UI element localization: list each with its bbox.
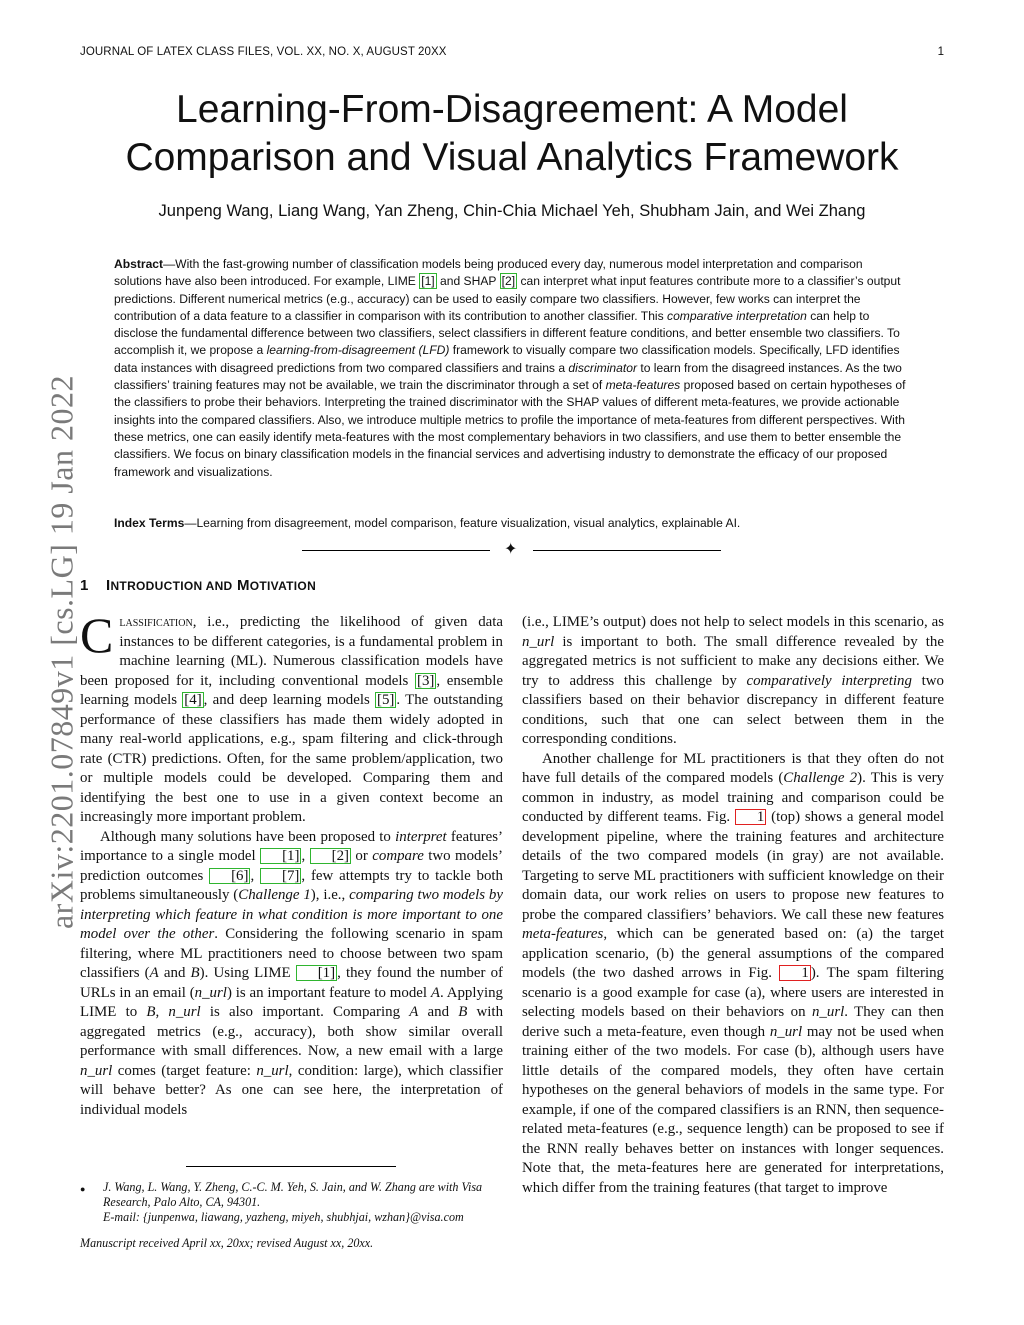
- body-text: , they found the number of URLs in an email (: [80, 965, 503, 1001]
- figure-link[interactable]: 1: [779, 965, 810, 981]
- feature-name: n_url: [811, 1004, 845, 1020]
- feature-name: n_url: [256, 1062, 289, 1079]
- citation-link[interactable]: [5]: [377, 692, 395, 708]
- feature-name: n_url: [168, 1004, 201, 1020]
- body-text: is also important. Comparing: [200, 1004, 410, 1020]
- body-text: ). The spam filtering scenario is a good example for case (a), where users are interested in selecting models based on their behaviors on: [522, 965, 944, 1020]
- body-text: or: [351, 848, 373, 864]
- footnote-affiliation: J. Wang, L. Wang, Y. Zheng, C.-C. M. Yeh, S. Jain, and W. Zhang are with Visa Research, Palo Alto, CA, 94301.: [103, 1180, 483, 1209]
- abstract-text: —With the fast-growing number of classification models being produced every day, numerous model interpretation and comparison solutions have also been introduced. For example, LIME: [114, 257, 863, 289]
- paper-title: [60, 86, 964, 182]
- abstract-emphasis: meta-features: [605, 378, 681, 393]
- index-terms-text: —Learning from disagreement, model comparison, feature visualization, visual analytics, explainable AI.: [184, 516, 741, 530]
- citation-link[interactable]: [6]: [209, 868, 250, 884]
- section-title-cap: M: [236, 577, 250, 594]
- body-text: two models’ prediction outcomes: [80, 848, 503, 884]
- footnote-rule: [186, 1166, 396, 1167]
- body-text: (i.e., LIME’s output) does not help to select models in this scenario, as: [522, 614, 944, 630]
- citation-link[interactable]: [7]: [260, 868, 301, 884]
- author-list: Junpeng Wang, Liang Wang, Yan Zheng, Chin-Chia Michael Yeh, Shubham Jain, and Wei Zhang: [158, 202, 866, 220]
- emphasis: Challenge 1: [238, 887, 311, 903]
- lead-word: lassification: [119, 614, 193, 630]
- body-text: may not be used when training either of the two models. For case (b), although users have little details of the compared models, they often have certain hypotheses on the general behaviors of models in the same type. For example, if one of the compared classifiers is an RNN, then sequence-related meta-features (e.g., sequence length) can be proposed to see if the RNN really behaves better on instances with longer sequences. Note that, the meta-features here are generated for interpretations, which differ from the training features (that target to improve: [522, 1023, 944, 1196]
- drop-cap: C: [80, 607, 114, 663]
- model-symbol: A: [149, 965, 159, 981]
- running-head: JOURNAL OF LATEX CLASS FILES, VOL. XX, NO. X, AUGUST 20XX: [80, 46, 447, 58]
- section-heading: [80, 577, 316, 594]
- diamond-separator-icon: ✦: [504, 541, 518, 558]
- abstract-text: can help to disclose the fundamental difference between two classifiers, select classifiers in different feature conditions, and better ensemble two classifiers. To accomplish it, we propose a: [114, 308, 900, 358]
- citation-link[interactable]: [1]: [296, 965, 337, 981]
- body-text: ,: [301, 848, 310, 864]
- body-text: comes (target feature:: [112, 1062, 257, 1079]
- abstract-text: proposed based on certain hypotheses of the classifiers to probe their behaviors. Interpreting the trained discriminator with the SHAP values of different meta-features, we provide actionable insights into the compared classifiers. Also, we introduce multiple metrics to profile the importance of meta-features from different perspectives. With these metrics, one can easily identify meta-features with the most complementary behaviors in two classifiers, and use them to better ensemble the classifiers. We focus on binary classification models in the financial services and advertising industry to demonstrate the efficacy of our proposed framework and visualizations.: [114, 378, 906, 479]
- abstract: [114, 256, 910, 481]
- body-text: and: [158, 965, 191, 981]
- body-text: and: [418, 1004, 459, 1020]
- abstract-text: framework to visually compare two classification models. Specifically, LFD identifies data instances with disagreed predictions from two compared classifiers and trains a: [114, 343, 900, 375]
- body-text: , few attempts try to tackle both problems simultaneously (: [80, 867, 503, 903]
- body-text: , and deep learning models: [203, 692, 376, 708]
- title-line-2: Comparison and Visual Analytics Framework: [125, 136, 899, 179]
- feature-name: n_url: [80, 1062, 113, 1079]
- body-text: ), i.e.,: [310, 887, 350, 903]
- section-number: 1: [80, 577, 89, 594]
- feature-name: n_url: [522, 633, 555, 650]
- paragraph: [80, 828, 503, 1121]
- emphasis: interpret: [395, 828, 447, 845]
- body-text: with aggregated metrics (e.g., accuracy), both show similar overall performance with small differences. Now, a new email with a large: [80, 1004, 504, 1059]
- body-column-right: [522, 613, 944, 1198]
- manuscript-note: Manuscript received April xx, 20xx; revised August xx, 20xx.: [80, 1236, 374, 1250]
- feature-name: n_url: [769, 1023, 803, 1040]
- section-title-rest: OTIVATION: [249, 579, 317, 593]
- model-symbol: B: [146, 1004, 156, 1020]
- citation-link[interactable]: [2]: [501, 274, 516, 289]
- section-title-cap: I: [106, 577, 111, 594]
- body-text: Although many solutions have been proposed to: [100, 828, 396, 845]
- body-text: ,: [250, 867, 261, 884]
- separator-rule-right: [533, 550, 721, 551]
- model-symbol: B: [190, 965, 200, 981]
- body-text: , i.e., predicting the likelihood of given data instances to be different categories, is a fundamental problem in machine learning (ML). Numerous classification models have been proposed for it, including conventional models: [80, 614, 503, 689]
- abstract-text: can interpret what input features contribute more to a classifier’s output predictions. Different numerical metrics (e.g., accuracy) can be used to easily compare two classifiers. However, few works can interpret the contribution of a data feature to a classifier in comparison with its contribution to another classifier. This: [114, 274, 901, 323]
- abstract-emphasis: discriminator: [568, 360, 637, 375]
- citation-link[interactable]: [1]: [260, 848, 301, 864]
- paragraph: [522, 613, 944, 750]
- citation-link[interactable]: [3]: [416, 672, 435, 689]
- citation-link[interactable]: [2]: [310, 848, 351, 864]
- paragraph: [80, 607, 503, 828]
- title-line-1: Learning-From-Disagreement: A Model: [176, 88, 848, 131]
- body-text: ) is an important feature to model: [226, 984, 431, 1001]
- body-text: . The outstanding performance of these classifiers has made them widely adopted in many real-world applications, e.g., spam filtering and click-through rate (CTR) predictions. Often, for the same problem/application, two or multiple models could be developed. Comparing them and identifying the best one to use in a given context become an increasingly more important problem.: [80, 692, 503, 825]
- model-symbol: B: [458, 1004, 468, 1020]
- body-text: , condition: large), which classifier will behave better? As one can see here, the interpretation of individual models: [80, 1062, 504, 1118]
- body-column-left: [80, 607, 504, 1120]
- abstract-text: and SHAP: [436, 274, 500, 289]
- body-text: ). Using LIME: [199, 965, 296, 981]
- emphasis: Challenge 2: [783, 770, 858, 786]
- emphasis: meta-features: [522, 926, 604, 942]
- section-title-rest: NTRODUCTION AND: [110, 579, 233, 593]
- arxiv-stamp: arXiv:2201.07849v1 [cs.LG] 19 Jan 2022: [43, 374, 80, 930]
- separator-rule-left: [302, 550, 490, 551]
- body-text: , ensemble learning models: [80, 672, 503, 708]
- abstract-emphasis: comparative interpretation: [667, 308, 807, 323]
- body-text: . Considering the following scenario in spam filtering, where ML practitioners need to choose between two spam classifiers (: [80, 926, 503, 981]
- body-text: is important to both. The small difference revealed by the aggregated metrics is not sufficient to make any decisions either. We try to address this challenge by: [522, 633, 944, 689]
- body-text: . They can then derive such a meta-feature, even though: [522, 1004, 944, 1040]
- figure-link[interactable]: 1: [735, 809, 766, 825]
- body-text: features’ importance to a single model: [80, 828, 503, 864]
- body-text: (top) shows a general model development pipeline, where the training features and architecture details of the two compared models (in gray) are not available. Targeting to serve ML practitioners with sufficient knowledge on their domain data, our work relies on users to propose new features to probe the compared classifiers’ behaviors. We call these new features: [522, 809, 944, 923]
- body-text: two classifiers based on their behavior discrepancy in different feature conditions, such that one can select between them in the corresponding conditions.: [522, 672, 944, 747]
- emphasis: comparing two models by interpreting which feature in what condition is more important to one model over the other: [80, 887, 503, 942]
- index-terms: [114, 515, 910, 532]
- emphasis: compare: [372, 848, 424, 864]
- body-text: Another challenge for ML practitioners is that they often do not have full details of the compared models (: [522, 750, 944, 786]
- abstract-emphasis: learning-from-disagreement (LFD): [266, 343, 450, 358]
- abstract-text: to learn from the disagreed instances. As the two classifiers’ training features may not be available, we train the discriminator through a set of: [114, 360, 902, 393]
- emphasis: comparatively interpreting: [746, 672, 912, 689]
- citation-link[interactable]: [1]: [421, 274, 435, 289]
- bullet-icon: ●: [80, 1184, 86, 1194]
- paragraph: [522, 750, 944, 1199]
- model-symbol: A: [430, 984, 440, 1001]
- footnote-email: E-mail: {junpenwa, liawang, yazheng, miyeh, shubhjai, wzhan}@visa.com: [103, 1210, 464, 1224]
- abstract-label: Abstract: [114, 257, 164, 271]
- model-symbol: A: [409, 1004, 419, 1020]
- page-number: 1: [937, 46, 944, 58]
- index-terms-label: Index Terms: [114, 516, 185, 530]
- feature-name: n_url: [194, 984, 227, 1001]
- affiliation-footnote: [80, 1180, 503, 1225]
- body-text: , which can be generated based on: (a) the target application scenario, (b) the general assumptions of the compared models (the two dashed arrows in Fig.: [522, 926, 944, 981]
- body-text: . Applying LIME to: [80, 984, 503, 1020]
- body-text: ). This is very common in industry, as model training and comparison could be conducted by different teams. Fig.: [522, 770, 944, 825]
- body-text: ,: [155, 1004, 169, 1020]
- citation-link[interactable]: [4]: [184, 692, 202, 708]
